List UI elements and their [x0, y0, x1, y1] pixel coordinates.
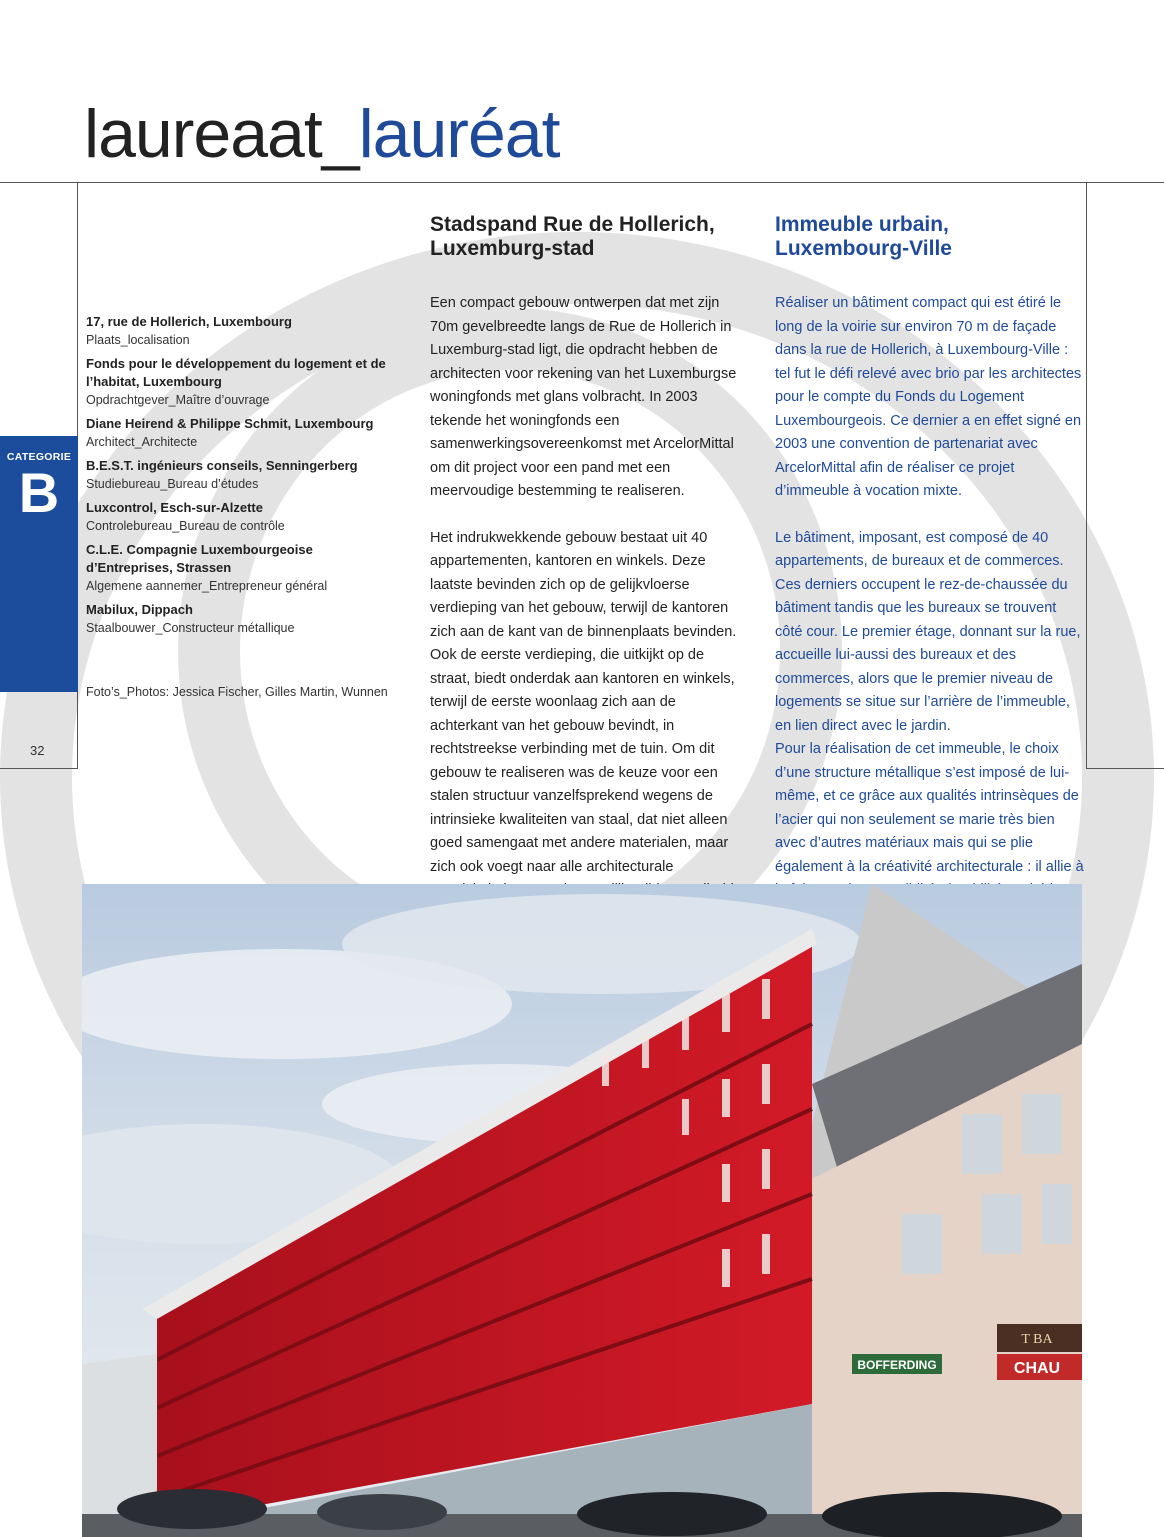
dutch-heading: [430, 213, 740, 261]
credit-engineering: [86, 457, 396, 493]
credit-control: [86, 499, 396, 535]
neighbour-window: [902, 1214, 942, 1274]
credit-role: Opdrachtgever_Maître d’ouvrage: [86, 393, 270, 407]
credit-role: Controlebureau_Bureau de contrôle: [86, 519, 285, 533]
window: [642, 1034, 649, 1068]
french-paragraph-1: Réaliser un bâtiment compact qui est étiré le long de la voirie sur environ 70 m de façade dans la rue de Hollerich, à Luxembourg-Ville : tel fut le défi relevé avec brio par les architectes pour le compte du Fonds du Logement Luxembourgeois. Ce dernier a en effet signé en 2003 une convention de partenariat avec ArcelorMittal afin de réaliser ce projet d’immeuble à vocation mixte.: [775, 295, 1082, 499]
french-paragraph-2: Le bâtiment, imposant, est composé de 40 appartements, de bureaux et de commerces. Ces derniers occupent le rez-de-chaussée du bâtiment tandis que les bureaux se trouvent côté cour. Le premier étage, donnant sur la rue, accueille lui-aussi des bureaux et des commerces, alors que le premier niveau de logements se situe sur l’arrière de l’immeuble, en lien direct avec le jardin.: [775, 529, 1081, 734]
credit-name: Diane Heirend & Philippe Schmit, Luxembourg: [86, 416, 374, 431]
french-heading-line1: Immeuble urbain,: [775, 213, 949, 236]
dutch-heading-line1: Stadspand Rue de Hollerich,: [430, 213, 715, 236]
credit-location: [86, 313, 396, 349]
top-rule: [0, 182, 1164, 183]
building-photo: [82, 884, 1082, 1537]
photo-credit: Foto’s_Photos: Jessica Fischer, Gilles Martin, Wunnen: [86, 685, 388, 699]
credit-architect: [86, 415, 396, 451]
credit-name: C.L.E. Compagnie Luxembourgeoise d’Entreprises, Strassen: [86, 542, 313, 575]
right-rule: [1086, 182, 1087, 768]
credit-contractor: [86, 541, 396, 595]
credit-role: Algemene aannemer_Entrepreneur général: [86, 579, 328, 593]
credit-role: Plaats_localisation: [86, 333, 190, 347]
french-paragraph-3: Pour la réalisation de cet immeuble, le choix d’une structure métallique s’est imposé de lui-même, et ce grâce aux qualités intrinsèques de l’acier qui non seulement se marie très bien avec d’autres matériaux mais qui se plie également à la créativité architecturale : il allie à: [775, 741, 1084, 875]
window: [762, 979, 770, 1019]
car: [317, 1494, 447, 1530]
window: [682, 1099, 689, 1135]
credit-name: Mabilux, Dippach: [86, 602, 193, 617]
french-column: [775, 213, 1085, 949]
window: [762, 1064, 770, 1104]
shop-sign-bofferding-text: BOFFERDING: [857, 1358, 937, 1372]
window: [722, 1079, 730, 1117]
window: [602, 1054, 609, 1086]
left-bottom-rule: [0, 768, 78, 769]
right-bottom-rule: [1086, 768, 1164, 769]
credit-name: 17, rue de Hollerich, Luxembourg: [86, 314, 292, 329]
window: [762, 1149, 770, 1189]
page-title: [84, 94, 559, 174]
category-letter: B: [18, 461, 60, 524]
title-french: lauréat: [358, 96, 560, 172]
window: [762, 1234, 770, 1274]
neighbour-window: [1022, 1094, 1062, 1154]
page-number: 32: [30, 743, 45, 758]
credit-role: Architect_Architecte: [86, 435, 198, 449]
french-heading: [775, 213, 1085, 261]
credit-name: Luxcontrol, Esch-sur-Alzette: [86, 500, 263, 515]
window: [722, 994, 730, 1032]
credit-role: Staalbouwer_Constructeur métallique: [86, 621, 295, 635]
credit-role: Studiebureau_Bureau d’études: [86, 477, 259, 491]
neighbour-window: [1042, 1184, 1072, 1244]
building-illustration: [82, 884, 1082, 1537]
window: [682, 1014, 689, 1050]
project-credits: [86, 313, 396, 643]
category-tab: [0, 436, 78, 692]
credit-client: [86, 355, 396, 409]
credit-name: B.E.S.T. ingénieurs conseils, Senningerberg: [86, 458, 358, 473]
window: [722, 1249, 730, 1287]
window: [722, 1164, 730, 1202]
car: [577, 1492, 767, 1536]
dutch-paragraph-2: Het indrukwekkende gebouw bestaat uit 40 appartementen, kantoren en winkels. Deze laatste bevinden zich op de gelijkvloerse verdieping van het gebouw, terwijl de kantoren zich aan de kant van de binnenplaats bevinden. Ook de eerste verdieping, die uitkijkt op de straat, biedt onderdak aan kantoren en winkels, terwijl de eerste woonlaag zich aan de achterkant van het gebouw bevindt, in rechtstreekse verbinding met de tuin. Om dit gebouw te realiseren was de keuze voor een stalen structuur vanzelfsprekend wegens de intrinsieke kwaliteiten van staal, dat niet alleen goed samengaat met andere materialen, maar zich ook voegt naar alle architecturale: [430, 529, 737, 875]
shop-sign-red-text: CHAU: [1013, 1360, 1061, 1377]
dutch-heading-line2: Luxemburg-stad: [430, 237, 595, 260]
category-label: CATEGORIE: [6, 451, 72, 463]
credit-steel: [86, 601, 396, 637]
shop-sign-dark-text: T BA: [1021, 1332, 1053, 1347]
car: [117, 1489, 267, 1529]
neighbour-window: [962, 1114, 1002, 1174]
dutch-paragraph-1: Een compact gebouw ontwerpen dat met zijn 70m gevelbreedte langs de Rue de Hollerich in Luxemburg-stad ligt, die opdracht hebben de architecten voor rekening van het Luxemburgse woningfonds met glans volbracht. In 2003 tekende het woningfonds een samenwerkingsovereenkomst met ArcelorMittal om dit project voor een pand met een meervoudige bestemming te realiseren.: [430, 295, 737, 499]
dutch-column: [430, 213, 740, 973]
credit-name: Fonds pour le développement du logement et de l’habitat, Luxembourg: [86, 356, 386, 389]
title-dutch: laureaat_: [84, 96, 359, 172]
french-heading-line2: Luxembourg-Ville: [775, 237, 952, 260]
neighbour-window: [982, 1194, 1022, 1254]
